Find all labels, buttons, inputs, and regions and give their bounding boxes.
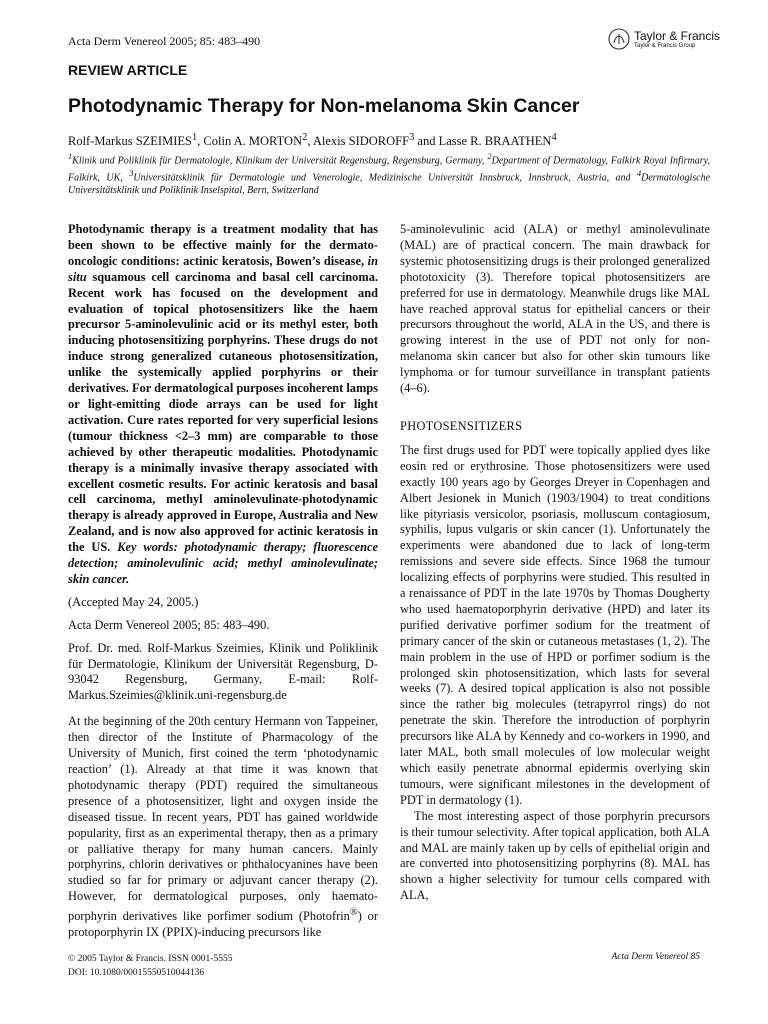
author-affiliation-mark: 4 — [551, 132, 557, 143]
right-column — [400, 222, 710, 904]
body-paragraph: 5-aminolevulinic acid (ALA) or methyl aminolevulinate (MAL) are of practical concern. The main drawback for systemic photosensitizing drugs is their prolonged generalized phototoxicity (3). Therefore topical photosensitizers are preferred for use in dermatology. Meanwhile drugs like MAL have reached approval status for epithelial cancers or their precursors throughout the world, ALA in the US, and there is growing interest in the use of PDT not only for non-melanoma skin cancer but also for other skin tumours like lymphoma or for tumour surveillance in transplant patients (4–6). — [400, 222, 710, 396]
affiliation-text: Universitätsklinik für Dermatologie und Venerologie, Medizinische Universität Innsbruck, Innsbruck, Austria, and — [133, 172, 637, 184]
correspondence: Prof. Dr. med. Rolf-Markus Szeimies, Klinik und Poliklinik für Dermatologie, Klinikum der Universität Regensburg, D-93042 Regensburg, Germany, E-mail: Rolf-Markus.Szeimies@klinik.uni-regensburg.de — [68, 640, 378, 703]
publisher-logo — [608, 28, 720, 50]
intro-paragraph — [68, 714, 378, 941]
author-separator: , — [307, 134, 313, 149]
abstract — [68, 222, 378, 588]
article-type-label: REVIEW ARTICLE — [68, 62, 188, 78]
author-separator: , — [197, 134, 204, 149]
author-list — [68, 132, 557, 149]
affiliation-text: Klinik und Poliklinik für Dermatologie, Klinikum der Universität Regensburg, Regensburg, Germany, — [72, 155, 488, 167]
journal-reference: Acta Derm Venereol 2005; 85: 483–490 — [68, 34, 261, 48]
doi: DOI: 10.1080/00015550510044136 — [68, 968, 205, 978]
article-title: Photodynamic Therapy for Non-melanoma Skin Cancer — [68, 95, 580, 117]
abstract-text: Photodynamic therapy is a treatment modality that has been shown to be effective mainly for the dermato-oncologic conditions: actinic keratosis, Bowen’s disease, — [68, 222, 378, 268]
author-affiliation-mark: 2 — [302, 132, 308, 143]
body-paragraph: The most interesting aspect of those porphyrin precursors is their tumour selectivity. After topical application, both ALA and MAL are mainly taken up by cells of epithelial origin and are converted into photosensitizing porphyrins (8). MAL has shown a higher selectivity for tumour cells compared with ALA, — [400, 808, 710, 903]
affiliation-number: 3 — [129, 168, 134, 178]
publisher-name: Taylor & Francis — [634, 28, 721, 43]
affiliation-number: 4 — [636, 168, 642, 178]
keywords: Key words: photodynamic therapy; fluorescence detection; aminolevulinic acid; methyl aminolevulinate; skin cancer. — [68, 540, 378, 586]
affiliations — [68, 151, 710, 197]
publisher-emblem-icon — [608, 28, 630, 50]
section-heading: PHOTOSENSITIZERS — [400, 418, 523, 433]
abstract-italic: in situ — [68, 253, 378, 284]
affiliation-text: Department of Dermatology, Falkirk Royal Infirmary, Falkirk, UK, — [68, 155, 710, 184]
affiliation-text: Dermatologische Universitätsklinik und Poliklinik Inselspital, Bern, Switzerland — [68, 172, 711, 196]
affiliation-number: 1 — [68, 152, 73, 161]
accepted-date: (Accepted May 24, 2005.) — [68, 594, 199, 609]
body-paragraph: The first drugs used for PDT were topically applied dyes like eosin red or erythrosine. Those photosensitizers were used exactly 100 years ago by Georges Dreyer in Copenhagen and Albert Jesionek in Munich (1903/1904) to treat conditions like pityriasis versicolor, psoriasis, molluscum contagiosum, syphilis, lupus vulgaris or skin cancer (1). Unfortunately the experiments were abandoned due to lack of long-term remissions and severe side effects. Since 1968 the tumour localizing effects of porphyrins were studied. This resulted in a renaissance of PDT in the late 1970s by Thomas Dougherty who used haematoporphyrin derivative (HPD) and later its purified derivative porfimer sodium for the treatment of primary cancer of the skin or cutaneous metastases (1, 2). The main problem in the use of HPD or porfimer sodium is the prolonged skin photosensitization, which lasts for several weeks (7). A desired topical application is also not possible since the rather big molecules (tetrapyrrol rings) do not penetrate the skin. Therefore the introduction of porphyrin precursors like ALA by Kennedy and co-workers in 1990, and later MAL, both small molecules of low molecular weight which easily penetrate abnormal epidermis overlying skin tumours, were significant milestones in the development of PDT in dermatology (1). — [400, 442, 710, 807]
author-name: Colin A. MORTON — [203, 134, 303, 149]
author-separator: and — [414, 134, 439, 149]
author-name: Alexis SIDOROFF — [312, 134, 410, 149]
registered-mark: ® — [349, 907, 358, 919]
footer-journal: Acta Derm Venereol 85 — [611, 952, 700, 962]
copyright: © 2005 Taylor & Francis. ISSN 0001-5555 — [68, 954, 233, 964]
abstract-text: squamous cell carcinoma and basal cell carcinoma. Recent work has focused on the development and evaluation of topical photosensitizers like the haem precursor 5-aminolevulinic acid or its methyl ester, both inducing photosensitizing porphyrins. These drugs do not induce strong generalized cutaneous photosensitization, unlike the systemically applied porphyrins or their derivatives. For dermatological purposes incoherent lamps or light-emitting diode arrays can be used for light activation. Cure rates reported for very superficial lesions (tumour thickness <2–3 mm) are comparable to those achieved by other therapeutic modalities. Photodynamic therapy is a minimally invasive therapy associated with excellent cosmetic results. For actinic keratosis and basal cell carcinoma, methyl aminolevulinate-photodynamic therapy is already approved in Europe, Australia and New Zealand, and is now also approved for actinic keratosis in the US. — [68, 269, 378, 555]
author-affiliation-mark: 1 — [191, 132, 198, 143]
intro-text: At the beginning of the 20th century Hermann von Tappeiner, then director of the Institute of Pharmacology of the University of Munich, first coined the term ‘photodynamic reaction’ (1). Already at that time it was known that photodynamic therapy (PDT) required the simultaneous presence of a photosensitizer, light and oxygen inside the diseased tissue. In recent years, PDT has gained worldwide popularity, first as an experimental therapy, then as a primary or palliative therapy for many human cancers. Mainly porphyrins, chlorin derivatives or phthalocyanines have been studied so far for primary or adjuvant cancer therapy (2). However, for dermatological purposes, only haemato-porphyrin derivatives like porfimer sodium (Photofrin — [68, 714, 378, 924]
publisher-group: Taylor & Francis Group — [634, 42, 696, 49]
author-name: Rolf-Markus SZEIMIES — [68, 134, 192, 149]
author-name: Lasse R. BRAATHEN — [438, 134, 552, 149]
citation: Acta Derm Venereol 2005; 85: 483–490. — [68, 617, 270, 632]
left-column — [68, 222, 378, 941]
intro-text: ) or protoporphyrin IX (PPIX)-inducing precursors like — [68, 909, 379, 940]
affiliation-number: 2 — [487, 152, 492, 161]
footer-left — [68, 952, 232, 980]
author-affiliation-mark: 3 — [409, 132, 415, 143]
